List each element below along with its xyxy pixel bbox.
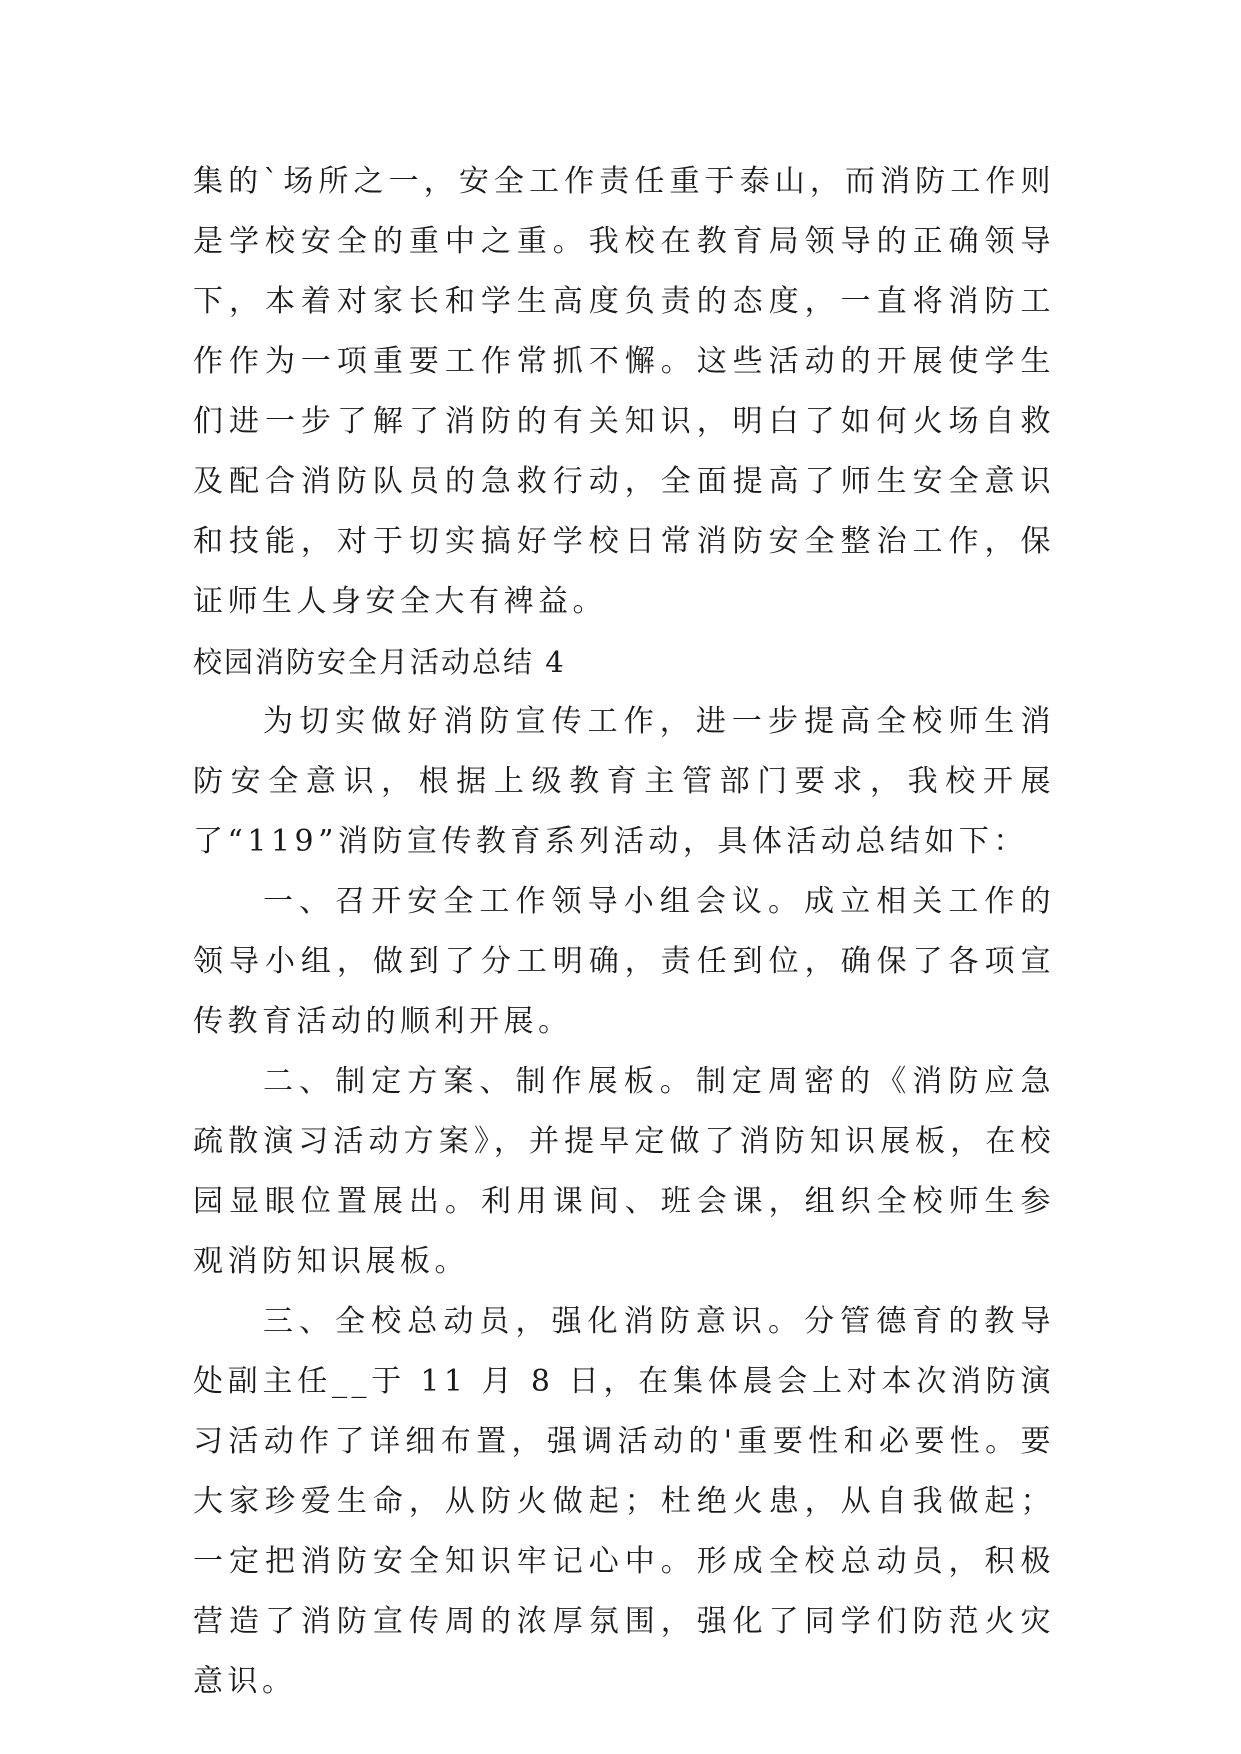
paragraph-item-1: 一、召开安全工作领导小组会议。成立相关工作的领导小组，做到了分工明确，责任到位，确保了各项宣传教育活动的顺利开展。 bbox=[193, 884, 1055, 1039]
paragraph-item-3: 三、全校总动员，强化消防意识。分管德育的教导处副主任__于 11 月 8 日，在集体晨会上对本次消防演习活动作了详细布置，强调活动的'重要性和必要性。要大家珍爱生命，从防火做起；杜绝火患，从自我做起；一定把消防安全知识牢记心中。形成全校总动员，积极营造了消防宣传周的浓厚氛围，强化了同学们防范火灾意识。 bbox=[193, 1304, 1055, 1699]
paragraph-intro: 为切实做好消防宣传工作，进一步提高全校师生消防安全意识，根据上级教育主管部门要求，我校开展了“119”消防宣传教育系列活动，具体活动总结如下： bbox=[193, 704, 1055, 859]
paragraph-continuation: 集的`场所之一，安全工作责任重于泰山，而消防工作则是学校安全的重中之重。我校在教育局领导的正确领导下，本着对家长和学生高度负责的态度，一直将消防工作作为一项重要工作常抓不懈。这些活动的开展使学生们进一步了解了消防的有关知识，明白了如何火场自救及配合消防队员的急救行动，全面提高了师生安全意识和技能，对于切实搞好学校日常消防安全整治工作，保证师生人身安全大有裨益。 bbox=[193, 164, 1055, 619]
document-body bbox=[193, 152, 1055, 1712]
section-heading: 校园消防安全月活动总结 4 bbox=[193, 645, 566, 679]
paragraph-item-2: 二、制定方案、制作展板。制定周密的《消防应急疏散演习活动方案》，并提早定做了消防知识展板，在校园显眼位置展出。利用课间、班会课，组织全校师生参观消防知识展板。 bbox=[193, 1064, 1055, 1279]
